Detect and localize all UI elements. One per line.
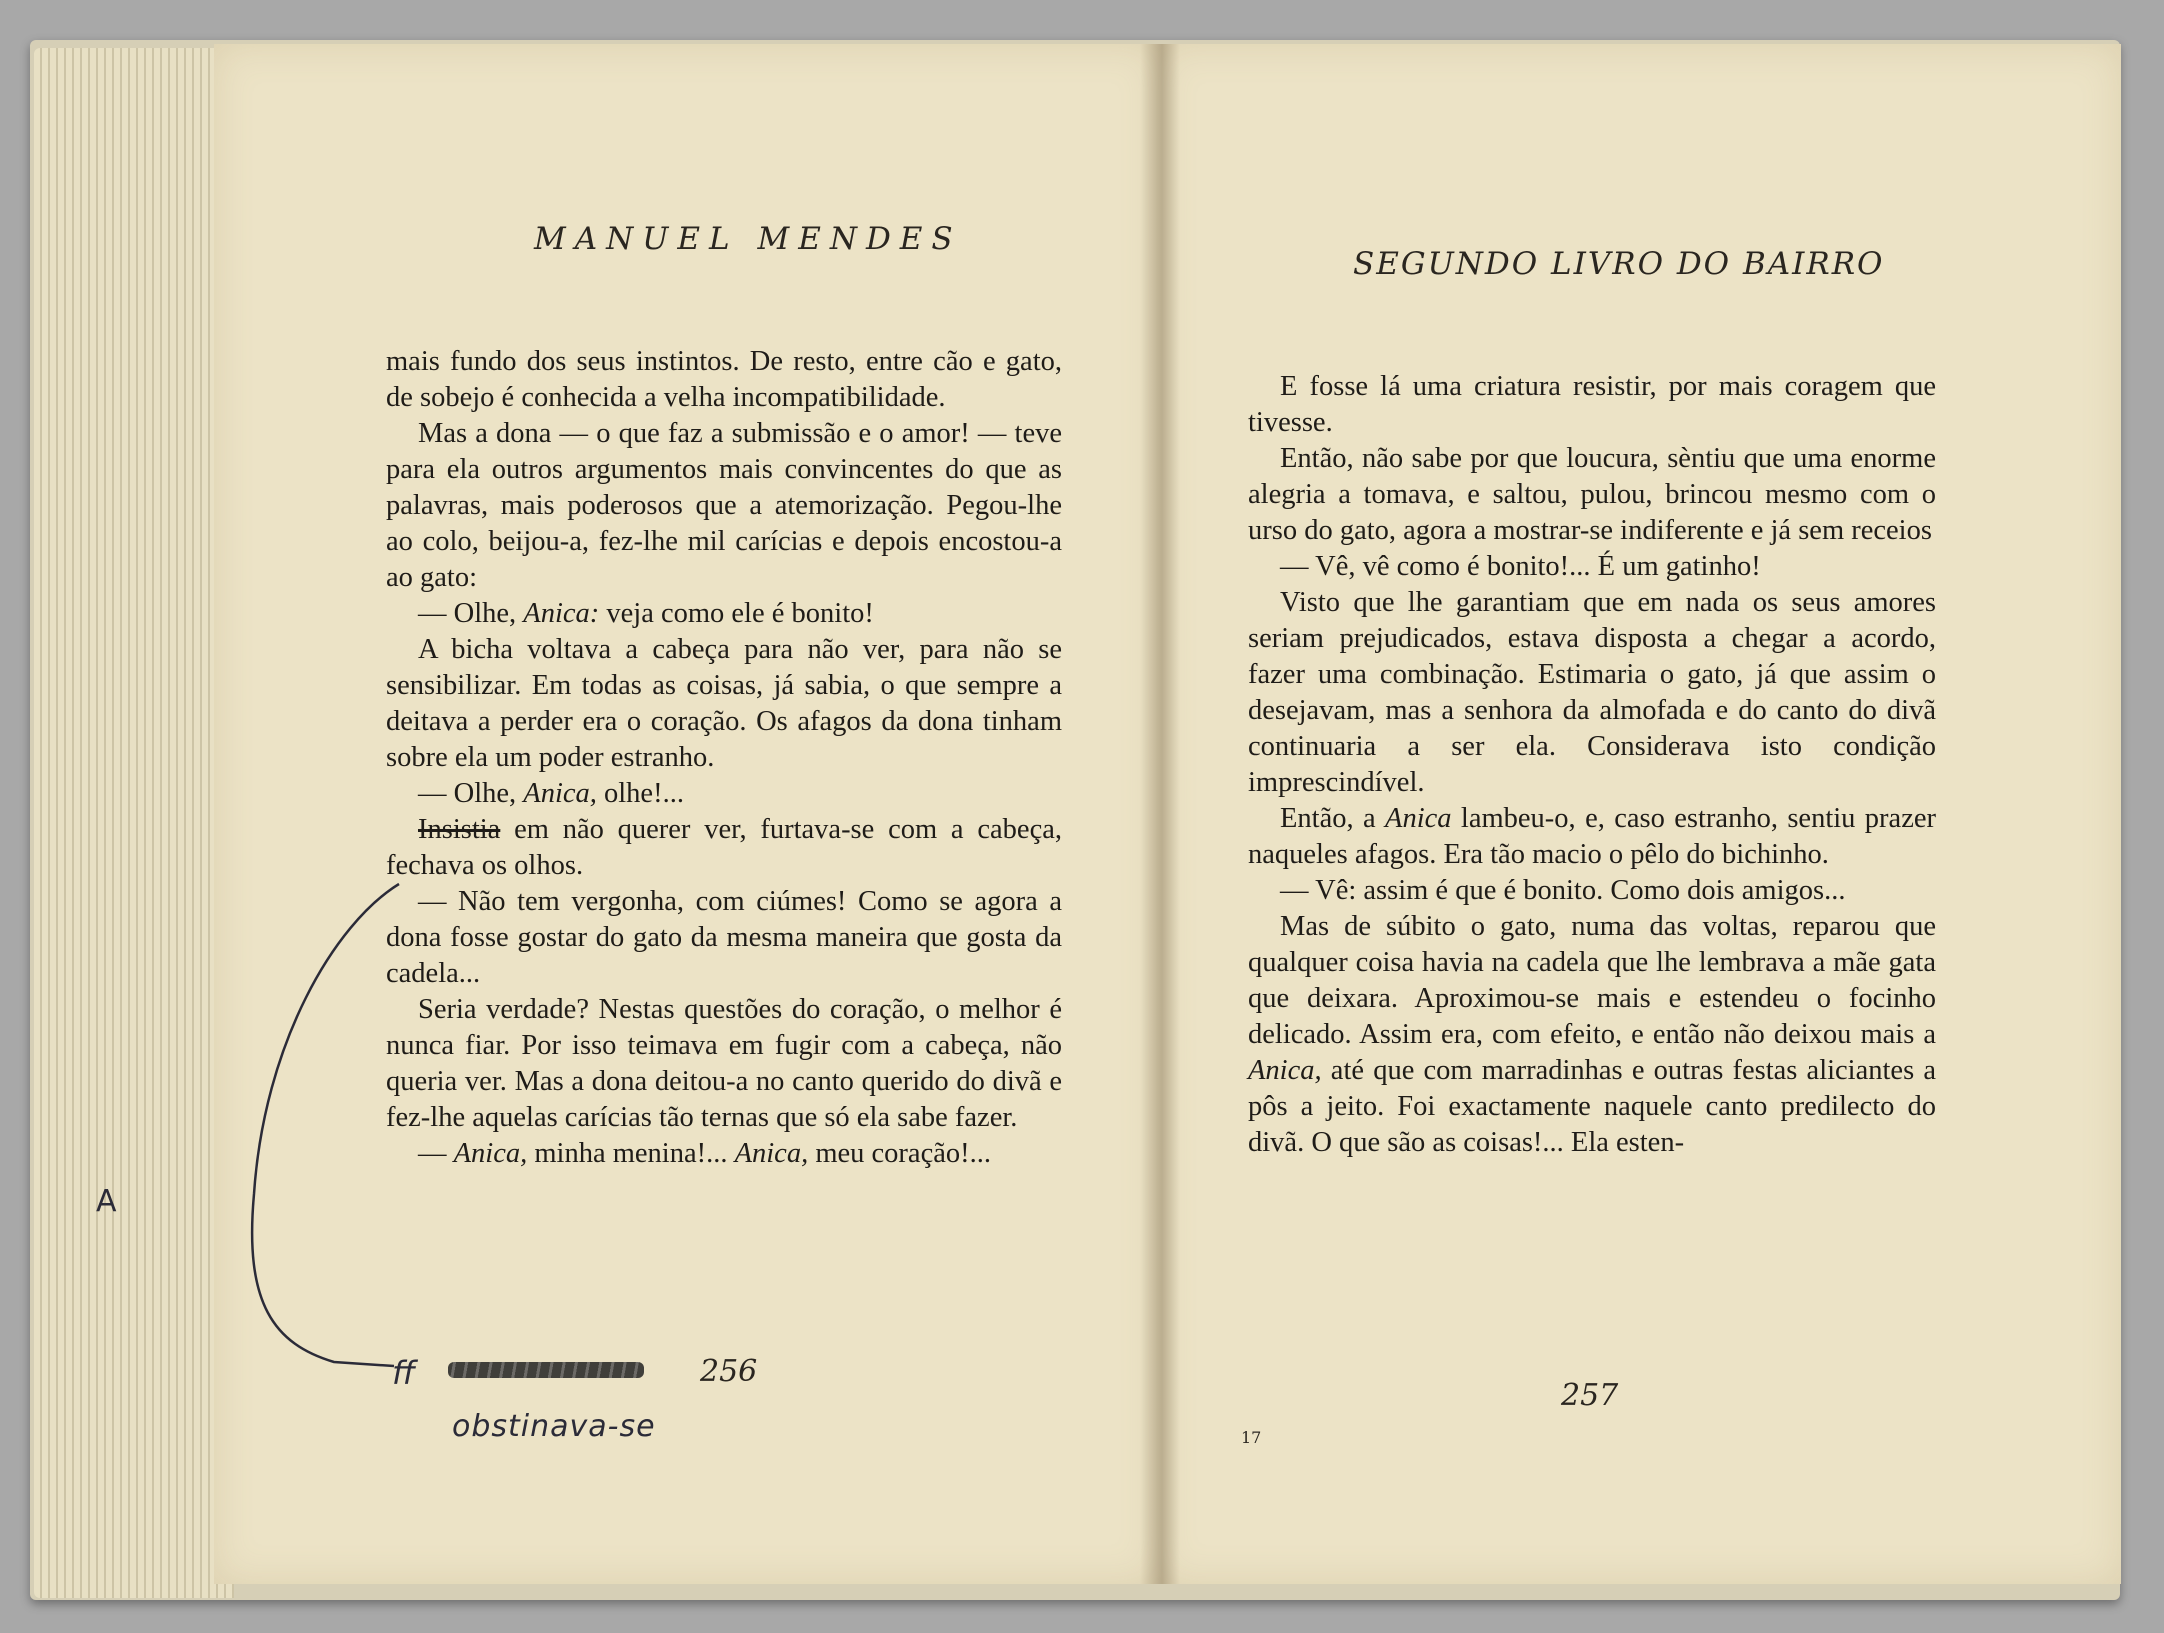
handwritten-prefix: ff (392, 1354, 416, 1392)
italic-name: Anica: (523, 598, 600, 629)
right-running-header: SEGUNDO LIVRO DO BAIRRO (1353, 246, 1885, 282)
text-run: Então, não sabe por que loucura, sèntiu que uma enorme alegria a tomava, e saltou, pulou, brincou mesmo com o urso do gato, agora a mostrar-se indiferente e já sem receios (1248, 443, 1936, 546)
paragraph (1248, 369, 1936, 441)
text-run: lambeu-o, e, caso estranho, sentiu prazer naqueles afagos. Era tão macio o pêlo do bichinho. (1248, 803, 1936, 870)
left-running-header: MANUEL MENDES (534, 221, 962, 257)
italic-name: Anica (1385, 803, 1452, 834)
text-run: olhe!... (596, 778, 684, 809)
text-run: Mas de súbito o gato, numa das voltas, reparou que qualquer coisa havia na cadela que lhe lembrava a mãe gata que deixara. Aproximou-se mais e estendeu o focinho delicado. Assim era, com efeito, e então não deixou mais a (1248, 911, 1936, 1050)
book-gutter (1140, 44, 1180, 1584)
text-run: meu coração!... (808, 1138, 991, 1169)
text-run: — Olhe, (418, 598, 524, 629)
italic-name: Anica, (734, 1138, 809, 1169)
text-run: Mas a dona — o que faz a submissão e o amor! — teve para ela outros argumentos mais convincentes do que as palavras, mais poderosos que a atemorização. Pegou-lhe ao colo, beijou-a, fez-lhe mil carícias e depois encostou-a ao gato: (386, 418, 1062, 593)
handwritten-bracket-line (214, 44, 1159, 1584)
text-run: E fosse lá uma criatura resistir, por mais coragem que tivesse. (1248, 371, 1936, 438)
text-run: A bicha voltava a cabeça para não ver, para não se sensibilizar. Em todas as coisas, já sabia, o que sempre a deitava a perder era o coração. Os afagos da dona tinham sobre ela um poder estranho. (386, 634, 1062, 773)
text-run: Visto que lhe garantiam que em nada os seus amores seriam prejudicados, estava disposta a chegar a acordo, fazer uma combinação. Estimaria o gato, já que assim o desejavam, mas a senhora da almofada e do canto do divã continuaria a ser ela. Considerava isto condição imprescindível. (1248, 587, 1936, 798)
right-page-body (1248, 369, 1936, 1161)
text-run: — Vê, vê como é bonito!... É um gatinho! (1280, 551, 1761, 582)
paragraph (1248, 873, 1936, 909)
page-edges (34, 48, 234, 1598)
text-run: mais fundo dos seus instintos. De resto, entre cão e gato, de sobejo é conhecida a velha incompatibilidade. (386, 346, 1062, 413)
italic-name: Anica, (523, 778, 597, 809)
text-run: — Não tem vergonha, com ciúmes! Como se agora a dona fosse gostar do gato da mesma maneira que gosta da cadela... (386, 886, 1062, 989)
text-run: em não querer ver, furtava-se com a cabeça, fechava os olhos. (386, 814, 1062, 881)
paragraph (1248, 585, 1936, 801)
text-run: — (418, 1138, 454, 1169)
paragraph (1248, 441, 1936, 549)
margin-mark: A (96, 1184, 117, 1219)
paragraph (1248, 549, 1936, 585)
italic-name: Anica, (453, 1138, 528, 1169)
struck-word: Insistia (418, 814, 501, 845)
left-page-number: 256 (700, 1354, 758, 1389)
right-page (1158, 44, 2121, 1584)
right-page-number: 257 (1561, 1378, 1619, 1413)
text-run: minha menina!... (527, 1138, 735, 1169)
left-page (96, 44, 1159, 1584)
text-run: Então, a (1280, 803, 1386, 834)
paragraph (1248, 801, 1936, 873)
handwritten-correction: obstinava-se (452, 1409, 656, 1444)
signature-mark: 17 (1241, 1428, 1262, 1447)
italic-name: Anica, (1248, 1055, 1322, 1086)
text-run: — Vê: assim é que é bonito. Como dois amigos... (1280, 875, 1846, 906)
text-run: até que com marradinhas e outras festas aliciantes a pôs a jeito. Foi exactamente naquele canto predilecto do divã. O que são as coisas!... Ela esten- (1248, 1055, 1936, 1158)
text-run: Seria verdade? Nestas questões do coração, o melhor é nunca fiar. Por isso teimava em fugir com a cabeça, não queria ver. Mas a dona deitou-a no canto querido do divã e fez-lhe aquelas carícias tão ternas que só ela sabe fazer. (386, 994, 1062, 1133)
text-run: — Olhe, (418, 778, 524, 809)
text-run: veja como ele é bonito! (599, 598, 874, 629)
paragraph (1248, 909, 1936, 1161)
